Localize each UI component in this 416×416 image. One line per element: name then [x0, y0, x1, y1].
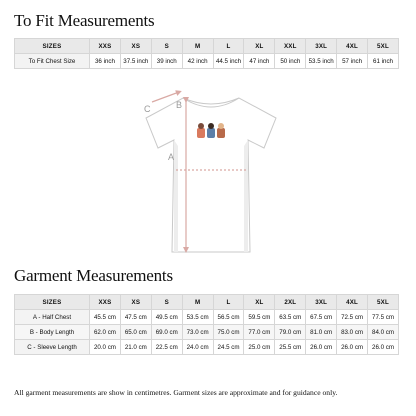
- row-label: To Fit Chest Size: [15, 54, 90, 69]
- column-header: L: [213, 39, 244, 54]
- fit-section-title: To Fit Measurements: [14, 11, 155, 30]
- column-header: 4XL: [337, 295, 368, 310]
- column-header: 3XL: [306, 295, 337, 310]
- table-cell: 26.0 cm: [368, 340, 399, 355]
- table-cell: 36 inch: [90, 54, 121, 69]
- column-header: SIZES: [15, 39, 90, 54]
- table-cell: 62.0 cm: [90, 325, 121, 340]
- row-label: B - Body Length: [15, 325, 90, 340]
- row-label: A - Half Chest: [15, 310, 90, 325]
- row-label: C - Sleeve Length: [15, 340, 90, 355]
- table-cell: 44.5 inch: [213, 54, 244, 69]
- column-header: XL: [244, 295, 275, 310]
- table-cell: 24.5 cm: [213, 340, 244, 355]
- table-cell: 47.5 cm: [120, 310, 151, 325]
- table-cell: 63.5 cm: [275, 310, 306, 325]
- table-row: [15, 310, 399, 325]
- column-header: 2XL: [275, 295, 306, 310]
- tshirt-shadow: [244, 140, 248, 252]
- table-row: [15, 54, 399, 69]
- garment-measurements-table: [14, 294, 399, 355]
- column-header: XL: [244, 39, 275, 54]
- table-cell: 37.5 inch: [120, 54, 151, 69]
- table-cell: 26.0 cm: [306, 340, 337, 355]
- table-cell: 61 inch: [368, 54, 399, 69]
- table-cell: 56.5 cm: [213, 310, 244, 325]
- column-header: L: [213, 295, 244, 310]
- table-cell: 72.5 cm: [337, 310, 368, 325]
- table-cell: 39 inch: [151, 54, 182, 69]
- column-header: 3XL: [306, 39, 337, 54]
- table-cell: 77.5 cm: [368, 310, 399, 325]
- table-cell: 79.0 cm: [275, 325, 306, 340]
- table-cell: 84.0 cm: [368, 325, 399, 340]
- column-header: 5XL: [368, 39, 399, 54]
- table-cell: 57 inch: [337, 54, 368, 69]
- measurement-line-c: [152, 92, 179, 102]
- footnote: All garment measurements are show in centimetres. Garment sizes are approximate and for guidance only.: [14, 388, 338, 397]
- table-cell: 83.0 cm: [337, 325, 368, 340]
- table-cell: 75.0 cm: [213, 325, 244, 340]
- table-cell: 21.0 cm: [120, 340, 151, 355]
- table-cell: 25.5 cm: [275, 340, 306, 355]
- table-header-row: [15, 39, 399, 54]
- table-cell: 50 inch: [275, 54, 306, 69]
- table-row: [15, 340, 399, 355]
- column-header: XXL: [275, 39, 306, 54]
- table-cell: 49.5 cm: [151, 310, 182, 325]
- table-cell: 69.0 cm: [151, 325, 182, 340]
- column-header: S: [151, 39, 182, 54]
- table-cell: 59.5 cm: [244, 310, 275, 325]
- column-header: XXS: [90, 39, 121, 54]
- table-cell: 77.0 cm: [244, 325, 275, 340]
- tshirt-outline: [146, 98, 276, 252]
- table-cell: 65.0 cm: [120, 325, 151, 340]
- table-cell: 67.5 cm: [306, 310, 337, 325]
- label-a: A: [168, 152, 175, 162]
- table-cell: 73.0 cm: [182, 325, 213, 340]
- column-header: SIZES: [15, 295, 90, 310]
- table-header-row: [15, 295, 399, 310]
- label-c: C: [144, 104, 151, 114]
- tshirt-shadow: [174, 140, 178, 252]
- table-cell: 20.0 cm: [90, 340, 121, 355]
- column-header: XS: [120, 39, 151, 54]
- column-header: S: [151, 295, 182, 310]
- column-header: 5XL: [368, 295, 399, 310]
- table-cell: 53.5 inch: [306, 54, 337, 69]
- print-graphic: [197, 123, 225, 138]
- table-cell: 53.5 cm: [182, 310, 213, 325]
- garment-section-title: Garment Measurements: [14, 266, 173, 285]
- table-cell: 47 inch: [244, 54, 275, 69]
- tshirt-measurement-diagram: [136, 90, 286, 260]
- fit-measurements-table: [14, 38, 399, 69]
- column-header: M: [182, 295, 213, 310]
- table-cell: 42 inch: [182, 54, 213, 69]
- column-header: XXS: [90, 295, 121, 310]
- table-row: [15, 325, 399, 340]
- table-cell: 22.5 cm: [151, 340, 182, 355]
- table-cell: 24.0 cm: [182, 340, 213, 355]
- table-cell: 81.0 cm: [306, 325, 337, 340]
- table-cell: 25.0 cm: [244, 340, 275, 355]
- label-b: B: [176, 100, 183, 110]
- column-header: M: [182, 39, 213, 54]
- column-header: XS: [120, 295, 151, 310]
- table-cell: 45.5 cm: [90, 310, 121, 325]
- column-header: 4XL: [337, 39, 368, 54]
- table-cell: 26.0 cm: [337, 340, 368, 355]
